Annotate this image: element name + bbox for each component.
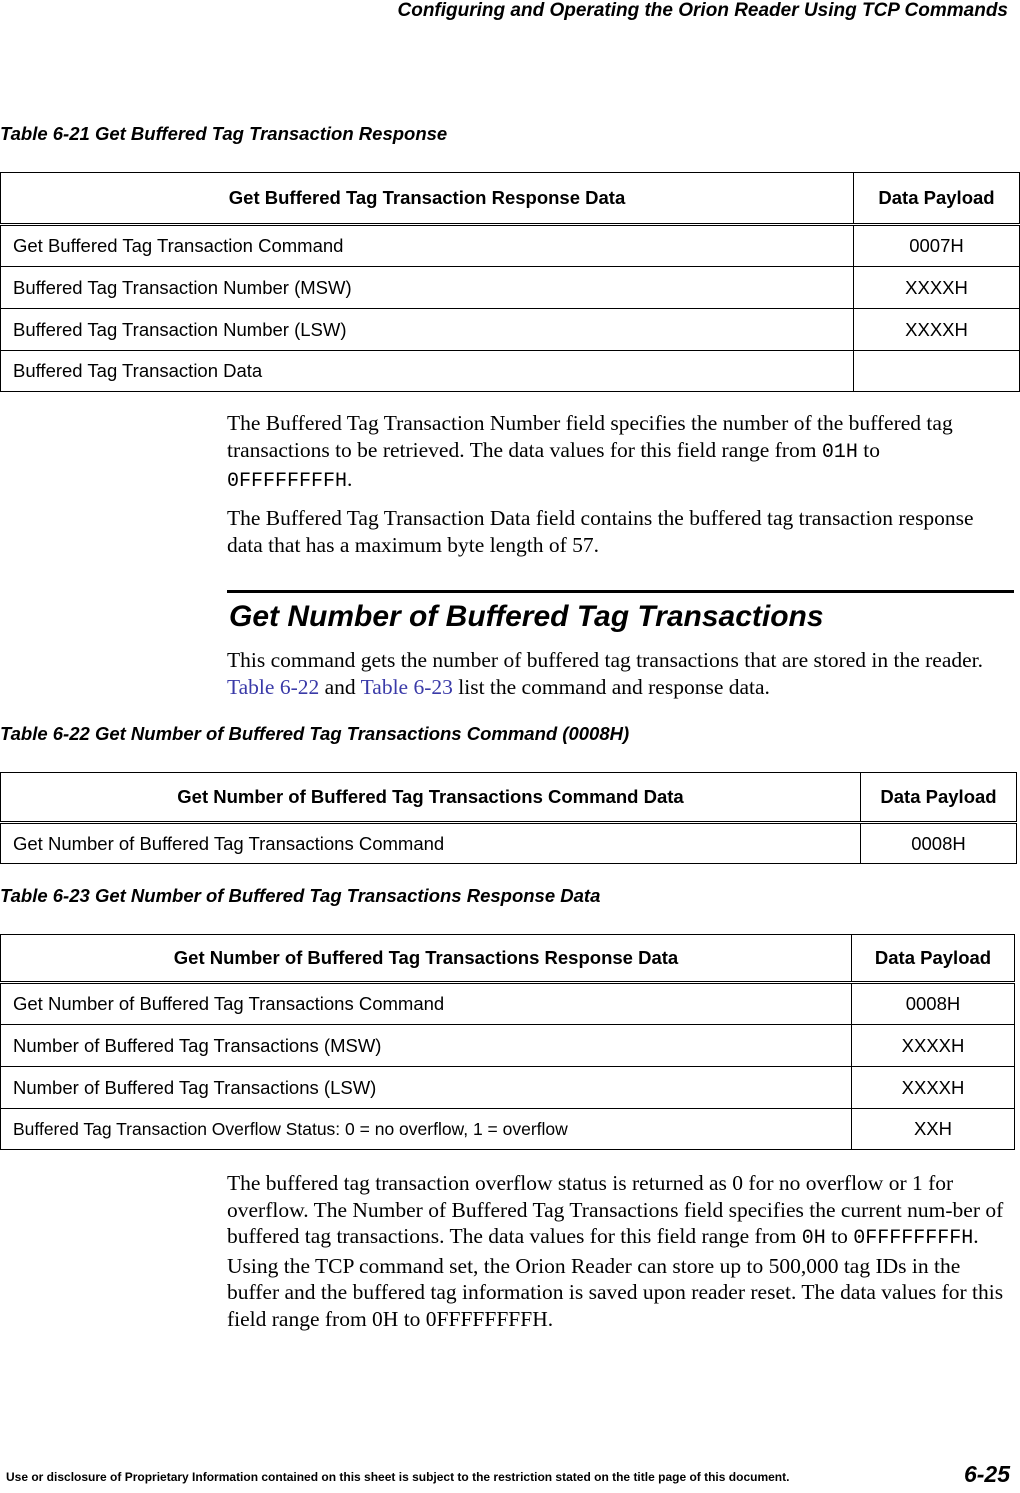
section-rule <box>227 590 1014 593</box>
table-row <box>1 1025 1015 1067</box>
table-row <box>1 225 1020 267</box>
row-value: XXH <box>852 1109 1015 1150</box>
table-row <box>1 823 1017 864</box>
row-label: Buffered Tag Transaction Overflow Status: 0 = no overflow, 1 = overflow <box>1 1109 852 1150</box>
row-label: Get Number of Buffered Tag Transactions Command <box>1 983 852 1025</box>
link-table-6-22[interactable]: Table 6-22 <box>227 674 320 699</box>
code-value: 0H <box>801 1227 826 1250</box>
table-6-23-caption: Table 6-23 Get Number of Buffered Tag Transactions Response Data <box>0 885 601 906</box>
row-label: Number of Buffered Tag Transactions (MSW) <box>1 1025 852 1067</box>
table-row <box>1 983 1015 1025</box>
table-row <box>1 1109 1015 1150</box>
row-value: 0007H <box>854 225 1020 267</box>
table-6-22-caption: Table 6-22 Get Number of Buffered Tag Transactions Command (0008H) <box>0 723 630 744</box>
row-value: XXXXH <box>854 267 1020 309</box>
row-label: Buffered Tag Transaction Number (LSW) <box>1 309 854 351</box>
row-label: Buffered Tag Transaction Number (MSW) <box>1 267 854 309</box>
code-value: 01H <box>821 440 858 464</box>
row-value: XXXXH <box>854 309 1020 351</box>
page-number: 6-25 <box>963 1461 1010 1487</box>
row-value <box>854 351 1020 392</box>
code-value: 0FFFFFFFFH <box>227 470 348 493</box>
table-6-23-header-payload: Data Payload <box>852 935 1015 983</box>
paragraph-command-intro: This command gets the number of buffered tag transactions that are stored in the reader. Table 6-22 and Table 6-23 list the command and response data. <box>227 648 984 699</box>
row-value: 0008H <box>861 823 1017 864</box>
running-header: Configuring and Operating the Orion Reader Using TCP Commands <box>397 0 1008 21</box>
table-6-22-header-payload: Data Payload <box>861 773 1017 823</box>
table-row <box>1 267 1020 309</box>
table-6-23 <box>0 934 1015 1150</box>
row-value: XXXXH <box>852 1025 1015 1067</box>
paragraph-overflow-status: The buffered tag transaction overflow status is returned as 0 for no overflow or 1 for overflow. The Number of Buffered Tag Transactions field specifies the current num-ber of buffered tag transactions. The data values for this field range from 0H to 0FFFFFFFFH. Using the TCP command set, the Orion Reader can store up to 500,000 tag IDs in the buffer and the buffered tag information is saved upon reader reset. The data values for this field range from 0H to 0FFFFFFFFH. <box>227 1171 1004 1331</box>
table-6-23-header-data: Get Number of Buffered Tag Transactions Response Data <box>1 935 852 983</box>
table-6-21-header-data: Get Buffered Tag Transaction Response Data <box>1 173 854 225</box>
row-value: XXXXH <box>852 1067 1015 1109</box>
row-label: Get Buffered Tag Transaction Command <box>1 225 854 267</box>
link-table-6-23[interactable]: Table 6-23 <box>360 674 453 699</box>
table-row <box>1 1067 1015 1109</box>
table-6-21-caption: Table 6-21 Get Buffered Tag Transaction Response <box>0 123 448 144</box>
row-label: Number of Buffered Tag Transactions (LSW) <box>1 1067 852 1109</box>
section-heading: Get Number of Buffered Tag Transactions <box>229 600 824 633</box>
table-row <box>1 351 1020 392</box>
table-6-21-header-payload: Data Payload <box>854 173 1020 225</box>
paragraph-transaction-number: The Buffered Tag Transaction Number field specifies the number of the buffered tag transactions to be retrieved. The data values for this field range from 01H to 0FFFFFFFFH. <box>227 411 953 493</box>
row-label: Get Number of Buffered Tag Transactions Command <box>1 823 861 864</box>
code-value: 0FFFFFFFFH <box>853 1227 974 1250</box>
paragraph-transaction-data: The Buffered Tag Transaction Data field contains the buffered tag transaction response data that has a maximum byte length of 57. <box>227 506 974 557</box>
table-6-22-header-data: Get Number of Buffered Tag Transactions Command Data <box>1 773 861 823</box>
table-6-22 <box>0 772 1017 864</box>
table-row <box>1 309 1020 351</box>
proprietary-notice: Use or disclosure of Proprietary Information contained on this sheet is subject to the restriction stated on the title page of this document. <box>6 1470 790 1484</box>
table-6-21 <box>0 172 1020 392</box>
row-label: Buffered Tag Transaction Data <box>1 351 854 392</box>
row-value: 0008H <box>852 983 1015 1025</box>
